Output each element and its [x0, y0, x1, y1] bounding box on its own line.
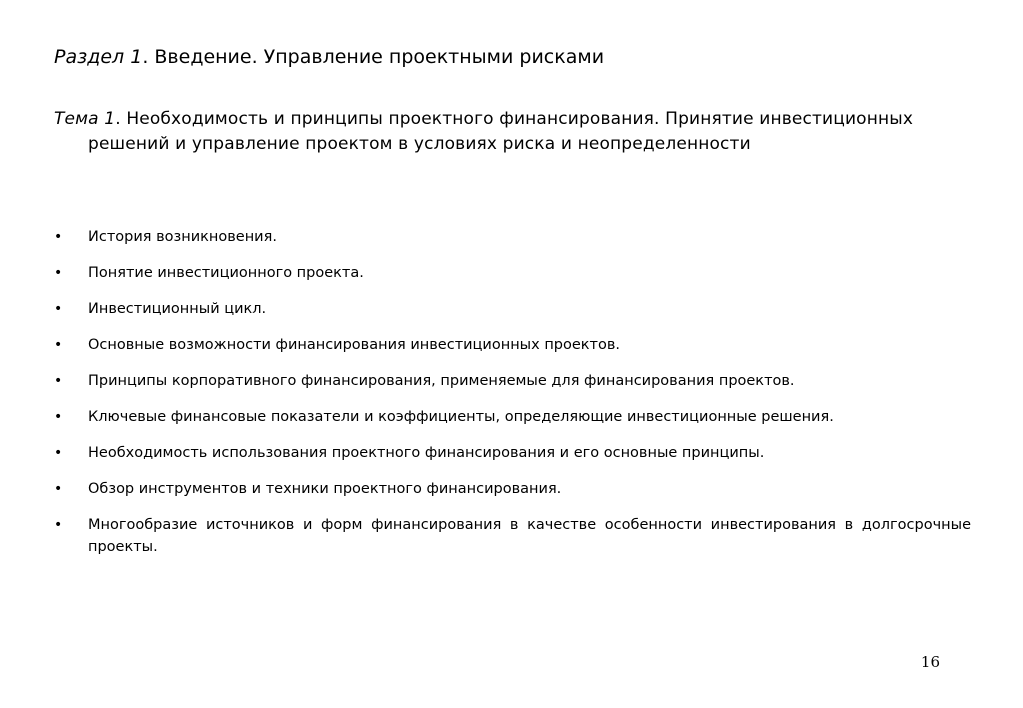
bullet-list [54, 226, 971, 572]
bullet-icon: • [54, 481, 63, 497]
bullet-icon: • [54, 445, 63, 461]
bullet-icon: • [54, 409, 63, 425]
list-item-text: Понятие инвестиционного проекта. [88, 265, 364, 281]
list-item-text: Необходимость использования проектного финансирования и его основные принципы. [88, 445, 765, 461]
bullet-icon: • [54, 265, 63, 281]
bullet-icon: • [54, 229, 63, 245]
list-item-text: История возникновения. [88, 229, 277, 245]
page-number: 16 [920, 653, 940, 671]
list-item [54, 478, 971, 500]
section-title-text: . Введение. Управление проектными рисками [142, 46, 605, 68]
list-item [54, 406, 971, 428]
list-item-text: Ключевые финансовые показатели и коэффициенты, определяющие инвестиционные решения. [88, 409, 834, 425]
list-item-text: Основные возможности финансирования инвестиционных проектов. [88, 337, 621, 353]
list-item [54, 298, 971, 320]
list-item [54, 442, 971, 464]
bullet-icon: • [54, 373, 63, 389]
bullet-icon: • [54, 517, 63, 533]
list-item [54, 226, 971, 248]
list-item-text: Принципы корпоративного финансирования, применяемые для финансирования проектов. [88, 373, 795, 389]
topic-label: Тема 1 [54, 109, 116, 129]
list-item [54, 514, 971, 558]
topic-title [54, 107, 918, 157]
bullet-icon: • [54, 337, 63, 353]
topic-title-text: . Необходимость и принципы проектного финансирования. Принятие инвестиционных решений и управление проектом в условиях риска и неопределенности [88, 109, 914, 154]
bullet-icon: • [54, 301, 63, 317]
section-label: Раздел 1 [54, 46, 143, 68]
section-title [54, 44, 974, 70]
list-item [54, 370, 971, 392]
list-item-text: Обзор инструментов и техники проектного финансирования. [88, 481, 562, 497]
list-item-text: Инвестиционный цикл. [88, 301, 267, 317]
list-item [54, 334, 971, 356]
list-item [54, 262, 971, 284]
list-item-text: Многообразие источников и форм финансирования в качестве особенности инвестирования в долгосрочные проекты. [88, 517, 971, 555]
